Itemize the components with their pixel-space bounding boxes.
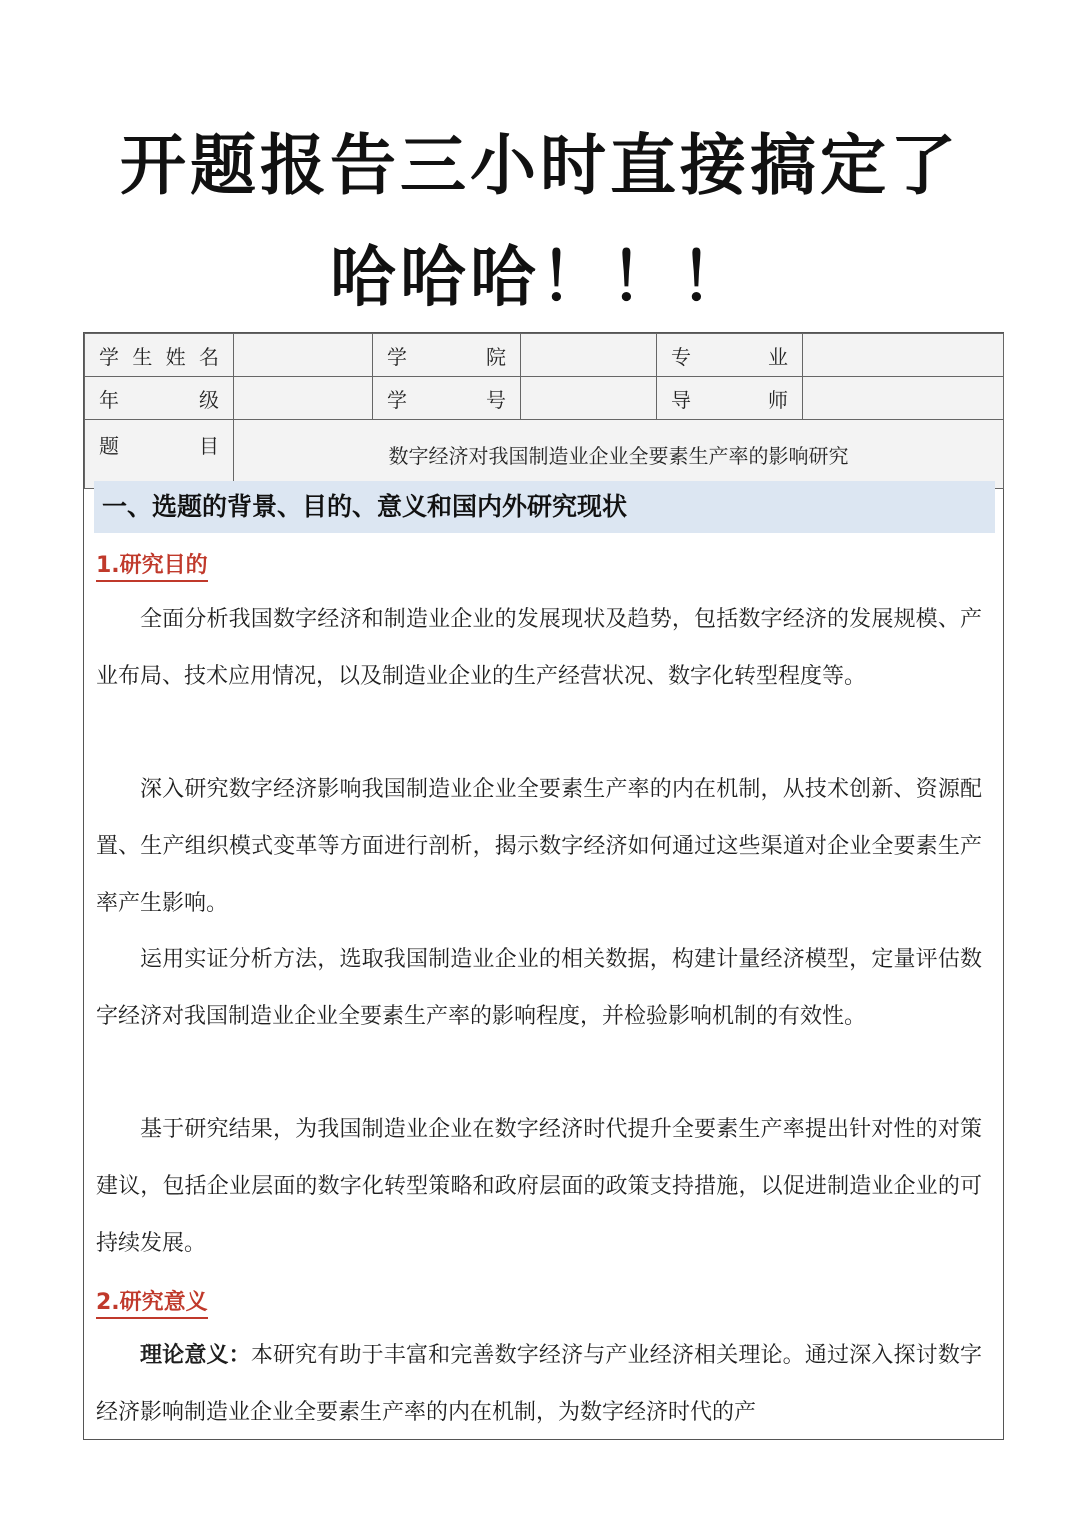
grade-label: 年 级 xyxy=(85,377,234,420)
grade-field[interactable] xyxy=(234,377,373,420)
college-label: 学 院 xyxy=(373,334,521,377)
section-heading: 一、选题的背景、目的、意义和国内外研究现状 xyxy=(94,481,995,533)
paragraph: 基于研究结果，为我国制造业企业在数字经济时代提升全要素生产率提出针对性的对策建议，包括企业层面的数字化转型策略和政府层面的政策支持措施，以促进制造业企业的可持续发展。 xyxy=(96,1117,982,1256)
paragraph: 深入研究数字经济影响我国制造业企业全要素生产率的内在机制，从技术创新、资源配置、生产组织模式变革等方面进行剖析，揭示数字经济如何通过这些渠道对企业全要素生产率产生影响。 xyxy=(96,777,982,916)
paragraph: 全面分析我国数字经济和制造业企业的发展现状及趋势，包括数字经济的发展规模、产业布局、技术应用情况，以及制造业企业的生产经营状况、数字化转型程度等。 xyxy=(96,607,982,689)
student-name-label: 学 生 姓 名 xyxy=(85,334,234,377)
student-info-table xyxy=(84,333,1004,489)
major-field[interactable] xyxy=(803,334,1004,377)
meaning-label: 理论意义： xyxy=(140,1342,251,1368)
subheading-research-purpose: 1.研究目的 xyxy=(96,548,208,582)
meaning-text: 本研究有助于丰富和完善数字经济与产业经济相关理论。通过深入探讨数字经济影响制造业企业全要素生产率的内在机制，为数字经济时代的产 xyxy=(96,1343,982,1425)
proposal-form xyxy=(83,332,1004,1440)
page-title-line1: 开题报告三小时直接搞定了 xyxy=(120,127,960,204)
subheading-research-significance: 2.研究意义 xyxy=(96,1285,208,1319)
advisor-label: 导 师 xyxy=(657,377,803,420)
student-id-label: 学 号 xyxy=(373,377,521,420)
topic-row xyxy=(85,420,1004,489)
advisor-field[interactable] xyxy=(803,377,1004,420)
info-row xyxy=(85,334,1004,377)
college-field[interactable] xyxy=(521,334,657,377)
page-title-line2: 哈哈哈！！！ xyxy=(330,239,750,316)
major-label: 专 业 xyxy=(657,334,803,377)
student-id-field[interactable] xyxy=(521,377,657,420)
student-name-field[interactable] xyxy=(234,334,373,377)
topic-label: 题 目 xyxy=(85,420,234,489)
paragraph-theoretical-significance xyxy=(96,1327,982,1441)
topic-value[interactable]: 数字经济对我国制造业企业全要素生产率的影响研究 xyxy=(234,420,1004,489)
paragraph: 运用实证分析方法，选取我国制造业企业的相关数据，构建计量经济模型，定量评估数字经济对我国制造业企业全要素生产率的影响程度，并检验影响机制的有效性。 xyxy=(96,947,982,1029)
info-row xyxy=(85,377,1004,420)
